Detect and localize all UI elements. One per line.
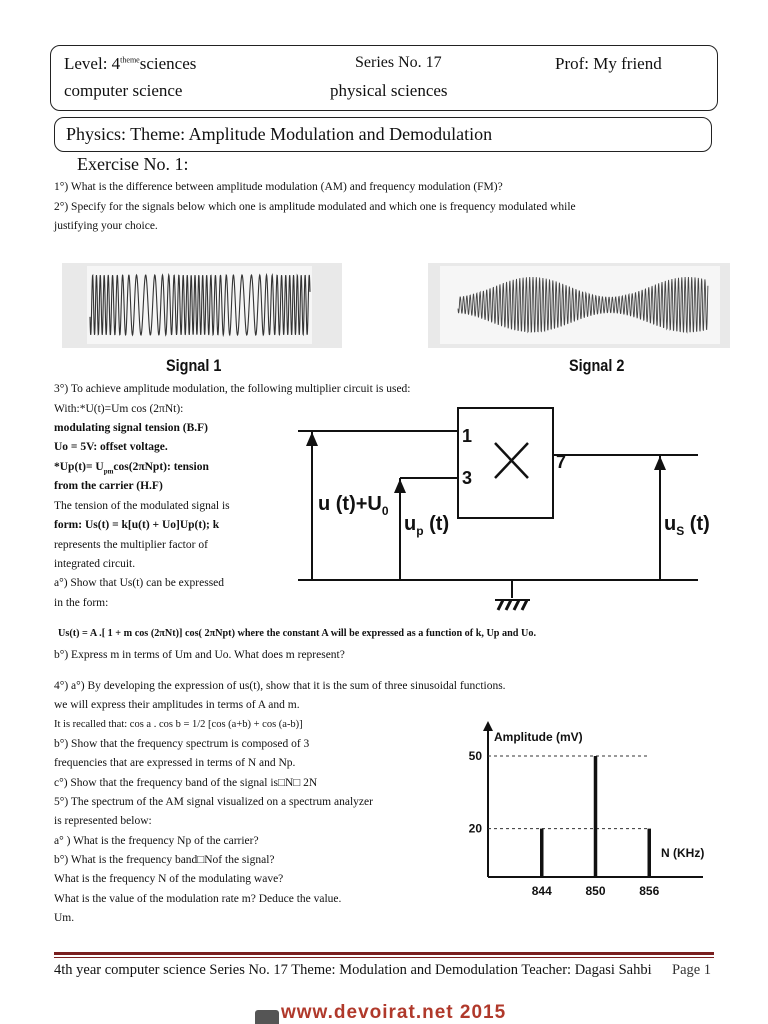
y-axis-label: Amplitude (mV) [494,730,583,744]
pin-7-label: 7 [556,452,567,472]
question-3-represents: represents the multiplier factor of [54,539,208,551]
series-label: Series No. 17 [355,54,442,71]
footer-page: Page 1 [672,962,712,978]
x-tick-label: 856 [639,884,660,898]
question-4-line2: we will express their amplitudes in terms of A and m. [54,699,300,711]
question-3-carrier-hf: from the carrier (H.F) [54,480,163,492]
page-title: Physics: Theme: Amplitude Modulation and Demodulation [66,124,493,144]
question-3a-line2: in the form: [54,597,109,609]
watermark-text: www.devoirat.net 2015 [281,1002,507,1023]
section-computer: computer science [64,81,183,100]
question-5d-line2: Um. [54,912,75,924]
question-3-ic: integrated circuit. [54,558,136,570]
watermark-logo [255,1000,515,1024]
question-1: 1°) What is the difference between amplitude modulation (AM) and frequency modulation (FM)? [54,181,503,193]
question-3a-line1: a°) Show that Us(t) can be expressed [54,577,225,589]
question-3-tension: The tension of the modulated signal is [54,500,230,512]
question-3b: b°) Express m in terms of Um and Uo. What does m represent? [54,649,345,661]
y-axis-arrow [483,721,493,731]
signal-2-label: Signal 2 [569,356,625,375]
question-5a: a° ) What is the frequency Np of the carrier? [54,835,259,847]
question-2-line1: 2°) Specify for the signals below which one is amplitude modulated and which one is frequency modulated while [54,201,576,213]
output-voltage-label: $u_S$ (t) [664,513,710,538]
output-arrow [654,456,666,470]
y-tick-label: 50 [468,749,482,764]
question-4c: c°) Show that the frequency band of the signal is□N□ 2N [54,777,318,789]
multiplier-circuit [290,398,710,618]
y-tick-label: 20 [468,821,482,836]
question-4b-line1: b°) Show that the frequency spectrum is composed of 3 [54,738,310,750]
question-5-line2: is represented below: [54,815,152,827]
question-3-formula: Us(t) = A .[ 1 + m cos (2πNt)] cos( 2πNpt) where the constant A will be expressed as a function of k, Up and Uo. [58,628,536,639]
x-tick-label: 850 [585,884,606,898]
question-3-form: form: Us(t) = k[u(t) + Uo]Up(t); k [54,519,220,531]
question-5-line1: 5°) The spectrum of the AM signal visualized on a spectrum analyzer [54,796,373,808]
signal-1-image [62,263,342,348]
signal-1-label: Signal 1 [166,356,222,375]
footer-text: 4th year computer science Series No. 17 Theme: Modulation and Demodulation Teacher: Dagasi Sahbi [54,962,652,978]
question-3-intro: 3°) To achieve amplitude modulation, the following multiplier circuit is used: [54,383,411,395]
prof-label: Prof: My friend [555,54,662,73]
question-3-offset: Uo = 5V: offset voltage. [54,441,168,453]
spectrum-chart [458,715,718,910]
watermark-icon [255,1010,279,1024]
section-physical: physical sciences [330,81,448,100]
pin-1-label: 1 [462,426,473,446]
x-tick-label: 844 [531,884,552,898]
input-arrow [306,432,318,446]
footer-rule [54,952,714,955]
carrier-voltage-label: $u_p$ (t) [404,513,450,538]
question-3-modulating: modulating signal tension (B.F) [54,422,208,434]
pin-3-label: 3 [462,468,473,488]
question-4-line1: 4°) a°) By developing the expression of us(t), show that it is the sum of three sinusoidal functions. [54,680,506,692]
carrier-arrow [394,479,406,493]
exercise-heading: Exercise No. 1: [77,154,189,174]
question-3-with: With:*U(t)=Um cos (2πNt): [54,403,184,415]
multiplier-box [458,408,553,518]
question-4-recall: It is recalled that: cos a . cos b = 1/2 [cos (a+b) + cos (a-b)] [54,719,303,730]
question-5d-line1: What is the value of the modulation rate m? Deduce the value. [54,893,342,905]
question-3-carrier-eq: $*Up(t)= U_{pm}\cos(2\pi Npt)$: tension [54,461,209,476]
signal-2-image [428,263,730,348]
question-4b-line2: frequencies that are expressed in terms of N and Np. [54,757,296,769]
question-5b: b°) What is the frequency band□Nof the signal? [54,854,275,866]
x-axis-label: N (KHz) [661,846,705,860]
question-2-line2: justifying your choice. [54,220,158,232]
input-voltage-label: u $(t)+U_0$ [318,493,389,518]
footer-rule-thin [54,957,714,958]
level-label: Level: $4^{theme}sciences$ [64,54,197,73]
question-5c: What is the frequency N of the modulating wave? [54,873,284,885]
